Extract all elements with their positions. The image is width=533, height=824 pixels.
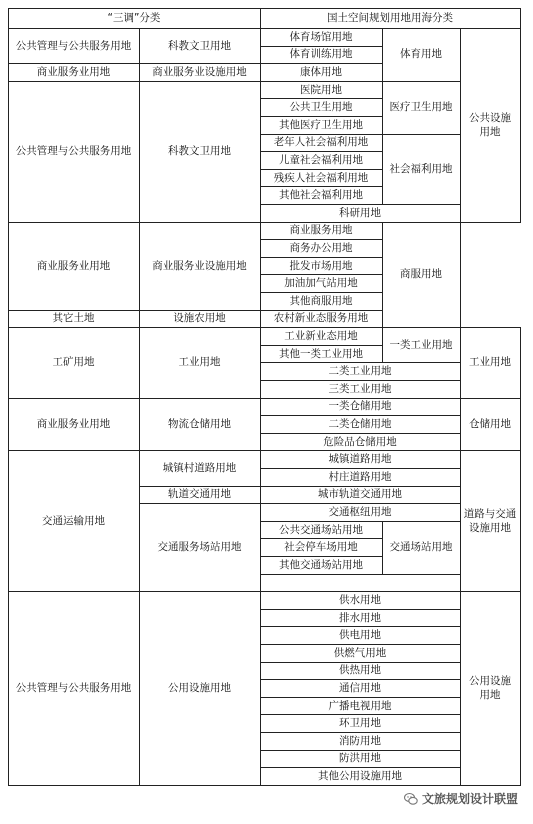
table-cell: 残疾人社会福利用地 (273, 171, 369, 184)
table-rule (460, 222, 461, 329)
table-rule (8, 591, 9, 786)
header-guotu: 国土空间规划用地用海分类 (327, 11, 453, 24)
table-rule (382, 134, 383, 205)
table-rule (520, 398, 521, 452)
table-rule (260, 609, 261, 628)
table-rule (260, 714, 261, 733)
table-rule (139, 503, 261, 504)
table-rule (460, 450, 461, 592)
table-rule (260, 169, 261, 188)
table-cell: 二类仓储用地 (328, 417, 392, 430)
table-rule (260, 81, 261, 100)
table-rule (8, 310, 9, 329)
table-rule (8, 785, 140, 786)
table-rule (460, 398, 521, 399)
table-rule (260, 538, 383, 539)
table-rule (260, 63, 383, 64)
table-cell: 城市轨道交通用地 (318, 488, 402, 501)
table-rule (520, 8, 521, 29)
table-cell: 交通枢纽用地 (328, 505, 392, 518)
table-cell: 通信用地 (339, 681, 381, 694)
table-rule (460, 222, 521, 223)
table-cell: 商业服务业设施用地 (152, 65, 247, 78)
table-rule (260, 257, 383, 258)
table-rule (260, 362, 261, 381)
table-cell: 三类工业用地 (328, 382, 392, 395)
table-rule (260, 257, 261, 276)
table-rule (260, 169, 383, 170)
table-rule (139, 81, 261, 82)
table-rule (8, 450, 9, 592)
table-rule (8, 222, 140, 223)
table-rule (139, 785, 261, 786)
table-cell: 工业用地 (469, 356, 511, 369)
table-rule (260, 98, 383, 99)
table-rule (260, 63, 261, 82)
table-rule (260, 292, 383, 293)
table-rule (260, 380, 461, 381)
table-rule (139, 398, 261, 399)
table-rule (260, 222, 383, 223)
table-rule (260, 239, 383, 240)
table-rule (260, 134, 383, 135)
table-cell: 设施农用地 (173, 312, 226, 325)
table-rule (460, 327, 461, 398)
table-rule (8, 450, 140, 451)
table-rule (460, 450, 521, 451)
table-rule (260, 750, 261, 769)
table-rule (260, 398, 461, 399)
table-cell: 体育场馆用地 (289, 30, 353, 43)
table-rule (260, 697, 261, 716)
table-rule (382, 81, 383, 135)
wechat-icon (404, 792, 418, 806)
table-rule (260, 556, 261, 575)
table-rule (139, 28, 140, 64)
table-rule (8, 63, 140, 64)
table-cell: 公共管理与公共服务用地 (15, 39, 132, 52)
table-rule (8, 8, 261, 9)
table-rule (139, 222, 140, 311)
table-rule (260, 274, 383, 275)
table-rule (260, 327, 383, 328)
table-rule (382, 28, 461, 29)
table-rule (260, 609, 461, 610)
table-rule (260, 433, 461, 434)
table-rule (260, 591, 461, 592)
table-cell: 交通运输用地 (42, 514, 105, 527)
table-rule (8, 398, 140, 399)
table-cell: 科教文卫用地 (168, 145, 231, 158)
table-rule (460, 591, 521, 592)
table-cell: 科教文卫用地 (168, 39, 231, 52)
table-rule (260, 46, 383, 47)
table-rule (260, 239, 261, 258)
table-rule (139, 591, 140, 786)
table-rule (260, 8, 261, 29)
table-rule (260, 450, 261, 469)
table-rule (8, 591, 140, 592)
table-rule (260, 644, 261, 663)
table-cell: 其他交通场站用地 (279, 558, 363, 571)
table-rule (139, 310, 261, 311)
table-rule (8, 327, 9, 398)
table-cell: 交通场站用地 (389, 541, 453, 554)
table-rule (139, 327, 140, 398)
table-rule (260, 468, 461, 469)
table-rule (260, 450, 461, 451)
table-cell: 其他医疗卫生用地 (279, 118, 363, 131)
table-rule (260, 28, 261, 47)
table-rule (260, 468, 261, 487)
table-rule (139, 591, 261, 592)
table-cell: 公用设施 用地 (469, 674, 511, 701)
table-rule (260, 345, 383, 346)
table-rule (139, 450, 140, 486)
table-cell: 康体用地 (300, 65, 342, 78)
table-cell: 其他商服用地 (289, 294, 353, 307)
table-rule (260, 151, 261, 170)
table-rule (260, 81, 383, 82)
table-cell: 一类仓储用地 (328, 400, 392, 413)
table-cell: 商业服务业用地 (36, 417, 111, 430)
table-rule (260, 521, 383, 522)
table-cell: 社会停车场用地 (284, 541, 358, 554)
table-rule (260, 714, 461, 715)
table-rule (260, 116, 261, 135)
table-cell: 社会福利用地 (389, 162, 453, 175)
table-cell: 医院用地 (300, 83, 342, 96)
table-rule (260, 679, 461, 680)
table-rule (8, 81, 9, 223)
table-rule (139, 486, 140, 505)
table-cell: 城镇道路用地 (328, 453, 392, 466)
table-rule (8, 28, 140, 29)
table-rule (260, 732, 461, 733)
table-cell: 公共卫生用地 (289, 101, 353, 114)
table-rule (260, 134, 261, 153)
table-cell: 科研用地 (339, 206, 381, 219)
table-cell: 危险品仓储用地 (323, 435, 397, 448)
table-cell: 体育训练用地 (289, 48, 353, 61)
table-rule (260, 503, 261, 522)
table-rule (260, 750, 461, 751)
table-cell: 村庄道路用地 (328, 470, 392, 483)
table-rule (382, 81, 461, 82)
table-cell: 排水用地 (339, 611, 381, 624)
table-cell: 公共交通场站用地 (279, 523, 363, 536)
table-rule (260, 415, 261, 434)
table-rule (460, 204, 461, 223)
table-rule (382, 222, 461, 223)
table-rule (139, 398, 140, 452)
table-cell: 道路与交通 设施用地 (463, 507, 517, 534)
table-cell: 工业用地 (178, 356, 221, 369)
table-rule (260, 644, 461, 645)
table-rule (260, 274, 261, 293)
table-rule (260, 662, 461, 663)
table-cell: 城镇村道路用地 (162, 461, 237, 474)
table-rule (260, 556, 383, 557)
table-cell: 加油加气站用地 (284, 277, 358, 290)
table-rule (260, 380, 261, 399)
table-rule (382, 327, 383, 363)
table-cell: 其他公用设施用地 (318, 769, 402, 782)
table-rule (260, 591, 261, 610)
table-cell: 儿童社会福利用地 (279, 153, 363, 166)
table-cell: 供燃气用地 (333, 646, 387, 659)
table-rule (260, 186, 383, 187)
table-rule (382, 63, 383, 82)
table-cell: 交通服务场站用地 (157, 541, 242, 554)
table-rule (260, 767, 461, 768)
table-rule (139, 503, 140, 592)
table-cell: 二类工业用地 (328, 365, 392, 378)
table-cell: 物流仓储用地 (168, 417, 231, 430)
table-rule (260, 538, 261, 557)
table-rule (520, 28, 521, 223)
table-rule (260, 345, 261, 364)
table-cell: 商服用地 (400, 268, 442, 281)
table-rule (260, 204, 261, 223)
table-rule (8, 8, 9, 29)
table-cell: 批发市场用地 (289, 259, 353, 272)
table-rule (520, 450, 521, 592)
table-rule (460, 591, 461, 786)
table-rule (260, 486, 261, 505)
table-rule (260, 486, 461, 487)
table-rule (460, 28, 461, 223)
watermark-text: 文旅规划设计联盟 (421, 792, 518, 806)
table-cell: 供热用地 (339, 664, 381, 677)
table-cell: 供电用地 (339, 629, 381, 642)
table-rule (260, 433, 261, 452)
table-rule (8, 327, 140, 328)
table-cell: 医疗卫生用地 (389, 101, 453, 114)
table-rule (260, 46, 261, 65)
table-rule (460, 327, 521, 328)
table-rule (520, 327, 521, 398)
watermark (401, 789, 521, 808)
table-rule (260, 732, 261, 751)
table-rule (8, 398, 9, 452)
table-cell: 老年人社会福利用地 (273, 136, 369, 149)
table-cell: 工矿用地 (52, 356, 95, 369)
table-rule (8, 63, 9, 82)
table-rule (139, 450, 261, 451)
table-cell: 商业服务业用地 (36, 259, 111, 272)
table-cell: 供水用地 (339, 593, 381, 606)
table-cell: 轨道交通用地 (168, 488, 231, 501)
table-rule (260, 767, 261, 786)
header-sandiao: “三调”分类 (107, 11, 161, 24)
table-rule (139, 486, 261, 487)
table-cell: 其他社会福利用地 (279, 189, 363, 202)
table-cell: 公共设施 用地 (469, 111, 511, 138)
table-rule (260, 222, 261, 241)
table-cell: 农村新业态服务用地 (273, 312, 369, 325)
table-cell: 体育用地 (400, 48, 442, 61)
table-rule (382, 521, 383, 575)
table-cell: 其他一类工业用地 (279, 347, 363, 360)
table-cell: 环卫用地 (339, 717, 381, 730)
table-rule (260, 415, 461, 416)
table-rule (260, 626, 461, 627)
table-cell: 公用设施用地 (168, 681, 231, 694)
table-rule (460, 28, 521, 29)
table-cell: 一类工业用地 (389, 338, 453, 351)
table-rule (139, 81, 140, 223)
table-rule (260, 697, 461, 698)
table-rule (382, 521, 461, 522)
table-rule (260, 28, 383, 29)
table-rule (260, 626, 261, 645)
table-cell: 公共管理与公共服务用地 (15, 681, 132, 694)
table-rule (139, 327, 261, 328)
table-rule (260, 310, 383, 311)
table-rule (460, 398, 461, 452)
table-rule (260, 521, 261, 540)
table-rule (139, 28, 261, 29)
table-rule (260, 574, 383, 575)
table-cell: 商务办公用地 (289, 241, 353, 254)
table-rule (8, 81, 140, 82)
table-rule (260, 292, 261, 311)
table-rule (8, 222, 9, 311)
table-rule (260, 116, 383, 117)
table-rule (260, 327, 261, 346)
table-rule (260, 98, 261, 117)
table-rule (8, 310, 140, 311)
table-rule (8, 28, 9, 64)
table-rule (382, 310, 383, 329)
table-rule (260, 679, 261, 698)
table-rule (260, 398, 261, 417)
table-rule (382, 327, 461, 328)
table-rule (139, 63, 261, 64)
table-rule (139, 63, 140, 82)
table-rule (260, 310, 261, 329)
table-rule (260, 186, 261, 205)
table-cell: 商业服务业设施用地 (152, 259, 247, 272)
table-rule (260, 785, 461, 786)
table-rule (139, 310, 140, 329)
table-rule (260, 362, 461, 363)
table-cell: 消防用地 (339, 734, 381, 747)
table-rule (260, 8, 521, 9)
table-rule (382, 574, 461, 575)
table-cell: 防洪用地 (339, 752, 381, 765)
table-cell: 公共管理与公共服务用地 (15, 145, 132, 158)
table-cell: 商业服务用地 (289, 224, 353, 237)
table-rule (260, 503, 461, 504)
table-rule (260, 662, 261, 681)
table-rule (460, 785, 521, 786)
table-cell: 商业服务业用地 (36, 65, 111, 78)
table-rule (260, 151, 383, 152)
table-rule (382, 134, 461, 135)
table-cell: 广播电视用地 (328, 699, 392, 712)
table-cell: 工业新业态用地 (284, 329, 358, 342)
table-cell: 仓储用地 (469, 417, 511, 430)
table-cell: 其它土地 (52, 312, 95, 325)
table-rule (260, 204, 461, 205)
table-rule (139, 222, 261, 223)
table-rule (520, 591, 521, 786)
